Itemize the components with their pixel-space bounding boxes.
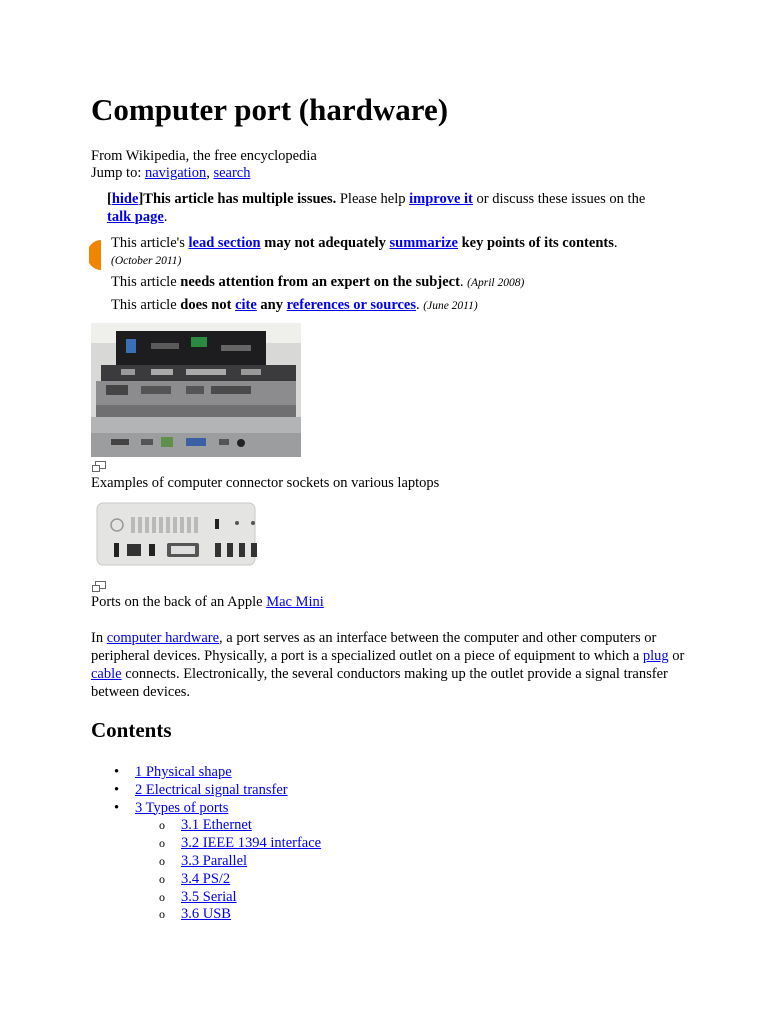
toc-link-physical-shape[interactable]: 1 Physical shape — [135, 764, 232, 780]
issue1-post: key points of its contents — [457, 235, 614, 251]
jump-navigation-link[interactable]: navigation — [144, 165, 207, 181]
issue-references — [111, 297, 478, 315]
toc-subitem — [91, 817, 321, 835]
issue3-b2: any — [256, 297, 287, 313]
toc-item — [91, 764, 321, 782]
cable-link[interactable]: cable — [91, 666, 122, 682]
toc-link-parallel[interactable]: 3.3 Parallel — [181, 852, 248, 869]
enlarge-icon[interactable] — [91, 461, 107, 473]
tagline: From Wikipedia, the free encyclopedia — [91, 148, 317, 164]
issue1-end: . — [613, 235, 618, 251]
issues-heading: This article has multiple issues. — [143, 191, 337, 207]
improve-link[interactable]: improve it — [409, 191, 473, 207]
figure2-caption — [91, 594, 324, 611]
toc-subitem — [91, 889, 321, 907]
talk-page-link[interactable]: talk page — [107, 209, 164, 225]
jump-links — [91, 165, 250, 182]
toc-item — [91, 800, 321, 818]
issues-end: . — [163, 209, 168, 225]
issue2-date: (April 2008) — [467, 277, 525, 289]
plug-link[interactable]: plug — [642, 648, 669, 664]
computer-hardware-link[interactable]: computer hardware — [106, 630, 220, 646]
mac-mini-link[interactable]: Mac Mini — [266, 594, 324, 610]
toc-link-usb[interactable]: 3.6 USB — [181, 906, 231, 923]
cite-link[interactable]: cite — [235, 297, 257, 313]
toc-link-types-of-ports[interactable]: 3 Types of ports — [135, 799, 229, 816]
toc-subitem — [91, 906, 321, 924]
laptop-ports-photo[interactable] — [91, 323, 301, 457]
lead-section-link[interactable]: lead section — [188, 235, 261, 251]
references-link[interactable]: references or sources — [286, 297, 417, 313]
issue2-end: . — [459, 274, 468, 290]
contents-heading: Contents — [91, 718, 172, 742]
toc-link-ethernet[interactable]: 3.1 Ethernet — [181, 817, 252, 834]
toc-link-ieee-1394[interactable]: 3.2 IEEE 1394 interface — [181, 835, 322, 852]
toc-item — [91, 782, 321, 800]
jump-prefix: Jump to: — [91, 165, 145, 181]
issue3-pre: This article — [111, 297, 181, 313]
table-of-contents — [91, 764, 321, 924]
toc-link-ps2[interactable]: 3.4 PS/2 — [181, 870, 231, 887]
toc-link-electrical-signal-transfer[interactable]: 2 Electrical signal transfer — [135, 781, 288, 798]
para-text2: connects. Electronically, the several conductors making up the outlet provide a signal transfer between devices. — [91, 666, 668, 700]
issue3-b1: does not — [180, 297, 236, 313]
page-title: Computer port (hardware) — [91, 92, 449, 127]
issue-expert — [111, 274, 524, 292]
issue3-end: . — [416, 297, 424, 313]
toc-subitem — [91, 853, 321, 871]
jump-separator: , — [206, 165, 214, 181]
figure2-caption-text: Ports on the back of an Apple — [91, 594, 267, 610]
toc-link-serial[interactable]: 3.5 Serial — [181, 888, 237, 905]
para-in: In — [91, 630, 107, 646]
issue2-pre: This article — [111, 274, 181, 290]
multiple-issues-box: [hide]This article has multiple issues. Please help improve it or discuss these issues on the talk page. — [107, 191, 646, 225]
hide-link[interactable]: hide — [111, 191, 139, 207]
toc-subitem — [91, 871, 321, 889]
issue1-mid: may not adequately — [260, 235, 390, 251]
issue2-bold: needs attention from an expert on the subject — [180, 274, 460, 290]
intro-paragraph — [91, 629, 691, 701]
issue3-date: (June 2011) — [423, 300, 478, 312]
cleanup-icon — [89, 240, 101, 270]
issues-help-text: Please help — [336, 191, 410, 207]
toc-subitem — [91, 835, 321, 853]
para-text1: , a port serves as an interface between the computer and other computers or peripheral devices. Physically, a port is a specialized outlet on a piece of equipment to which a — [91, 630, 657, 664]
enlarge-icon[interactable] — [91, 581, 107, 593]
jump-search-link[interactable]: search — [213, 165, 251, 181]
mac-mini-photo[interactable] — [91, 499, 259, 571]
figure1-caption: Examples of computer connector sockets on various laptops — [91, 475, 440, 491]
issue-lead-section — [111, 235, 617, 270]
issue1-date: (October 2011) — [111, 255, 182, 267]
para-or: or — [668, 648, 685, 664]
summarize-link[interactable]: summarize — [389, 235, 458, 251]
issues-discuss-text: or discuss these issues on the — [472, 191, 646, 207]
issue1-pre: This article's — [111, 235, 189, 251]
